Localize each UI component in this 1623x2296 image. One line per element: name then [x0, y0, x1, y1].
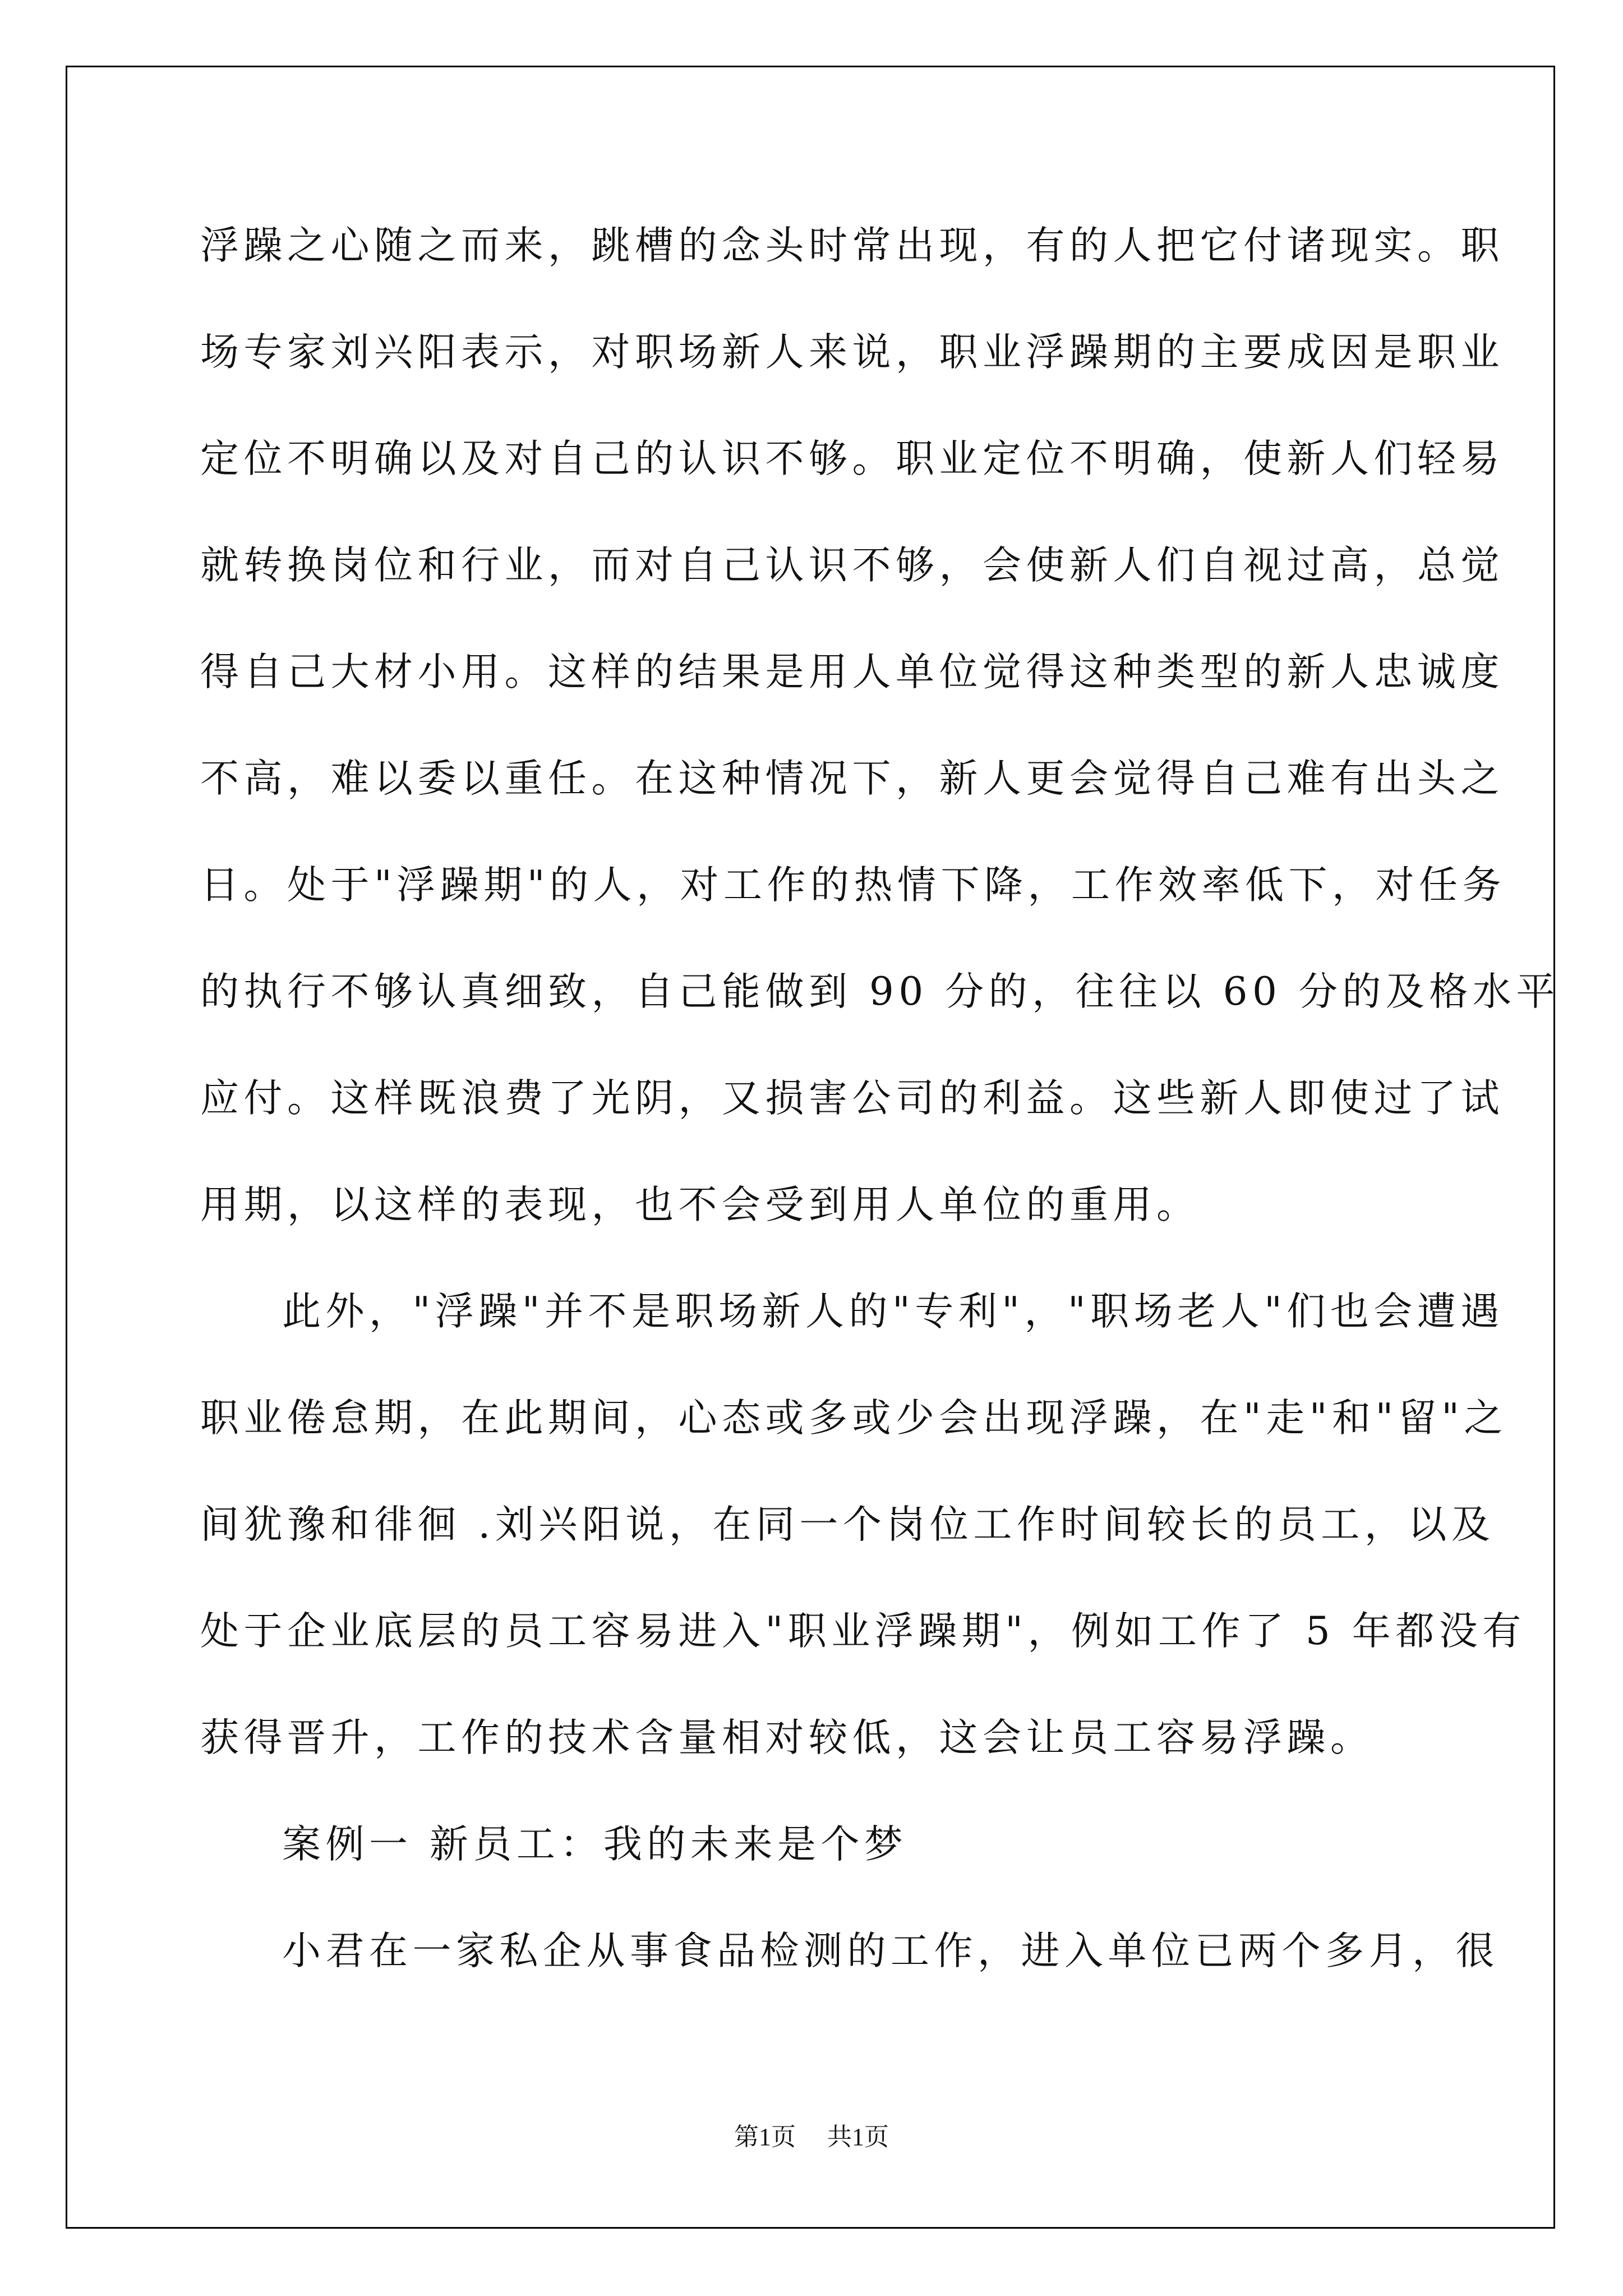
paragraph-line: 日。处于"浮躁期"的人，对工作的热情下降，工作效率低下，对任务 [200, 863, 1506, 908]
paragraph-line: 用期，以这样的表现，也不会受到用人单位的重用。 [200, 1182, 1200, 1227]
paragraph-line: 就转换岗位和行业，而对自己认识不够，会使新人们自视过高，总觉 [200, 543, 1504, 588]
paragraph-line: 应付。这样既浪费了光阴，又损害公司的利益。这些新人即使过了试 [200, 1076, 1504, 1121]
paragraph-line: 职业倦怠期，在此期间，心态或多或少会出现浮躁，在"走"和"留"之 [200, 1396, 1507, 1441]
paragraph-line: 的执行不够认真细致，自己能做到 90 分的，往往以 60 分的及格水平 [200, 969, 1560, 1014]
paragraph-line: 此外，"浮躁"并不是职场新人的"专利"，"职场老人"们也会遭遇 [282, 1289, 1504, 1334]
paragraph-line: 间犹豫和徘徊 .刘兴阳说，在同一个岗位工作时间较长的员工，以及 [200, 1502, 1495, 1547]
case-heading: 案例一 新员工：我的未来是个梦 [282, 1822, 908, 1867]
paragraph-line: 小君在一家私企从事食品检测的工作，进入单位已两个多月，很 [282, 1929, 1499, 1973]
page-number: 第1页 [734, 2123, 796, 2151]
paragraph-line: 定位不明确以及对自己的认识不够。职业定位不明确，使新人们轻易 [200, 436, 1504, 481]
paragraph-line: 场专家刘兴阳表示，对职场新人来说，职业浮躁期的主要成因是职业 [200, 330, 1504, 375]
page-total: 共1页 [827, 2123, 889, 2151]
paragraph-line: 得自己大材小用。这样的结果是用人单位觉得这种类型的新人忠诚度 [200, 650, 1504, 694]
paragraph-line: 获得晋升，工作的技术含量相对较低，这会让员工容易浮躁。 [200, 1715, 1374, 1760]
paragraph-line: 不高，难以委以重任。在这种情况下，新人更会觉得自己难有出头之 [200, 756, 1504, 801]
page-border [66, 66, 1560, 2229]
paragraph-line: 处于企业底层的员工容易进入"职业浮躁期"，例如工作了 5 年都没有 [200, 1609, 1526, 1654]
paragraph-line: 浮躁之心随之而来，跳槽的念头时常出现，有的人把它付诸现实。职 [200, 223, 1504, 268]
page-footer [0, 2116, 1623, 2152]
